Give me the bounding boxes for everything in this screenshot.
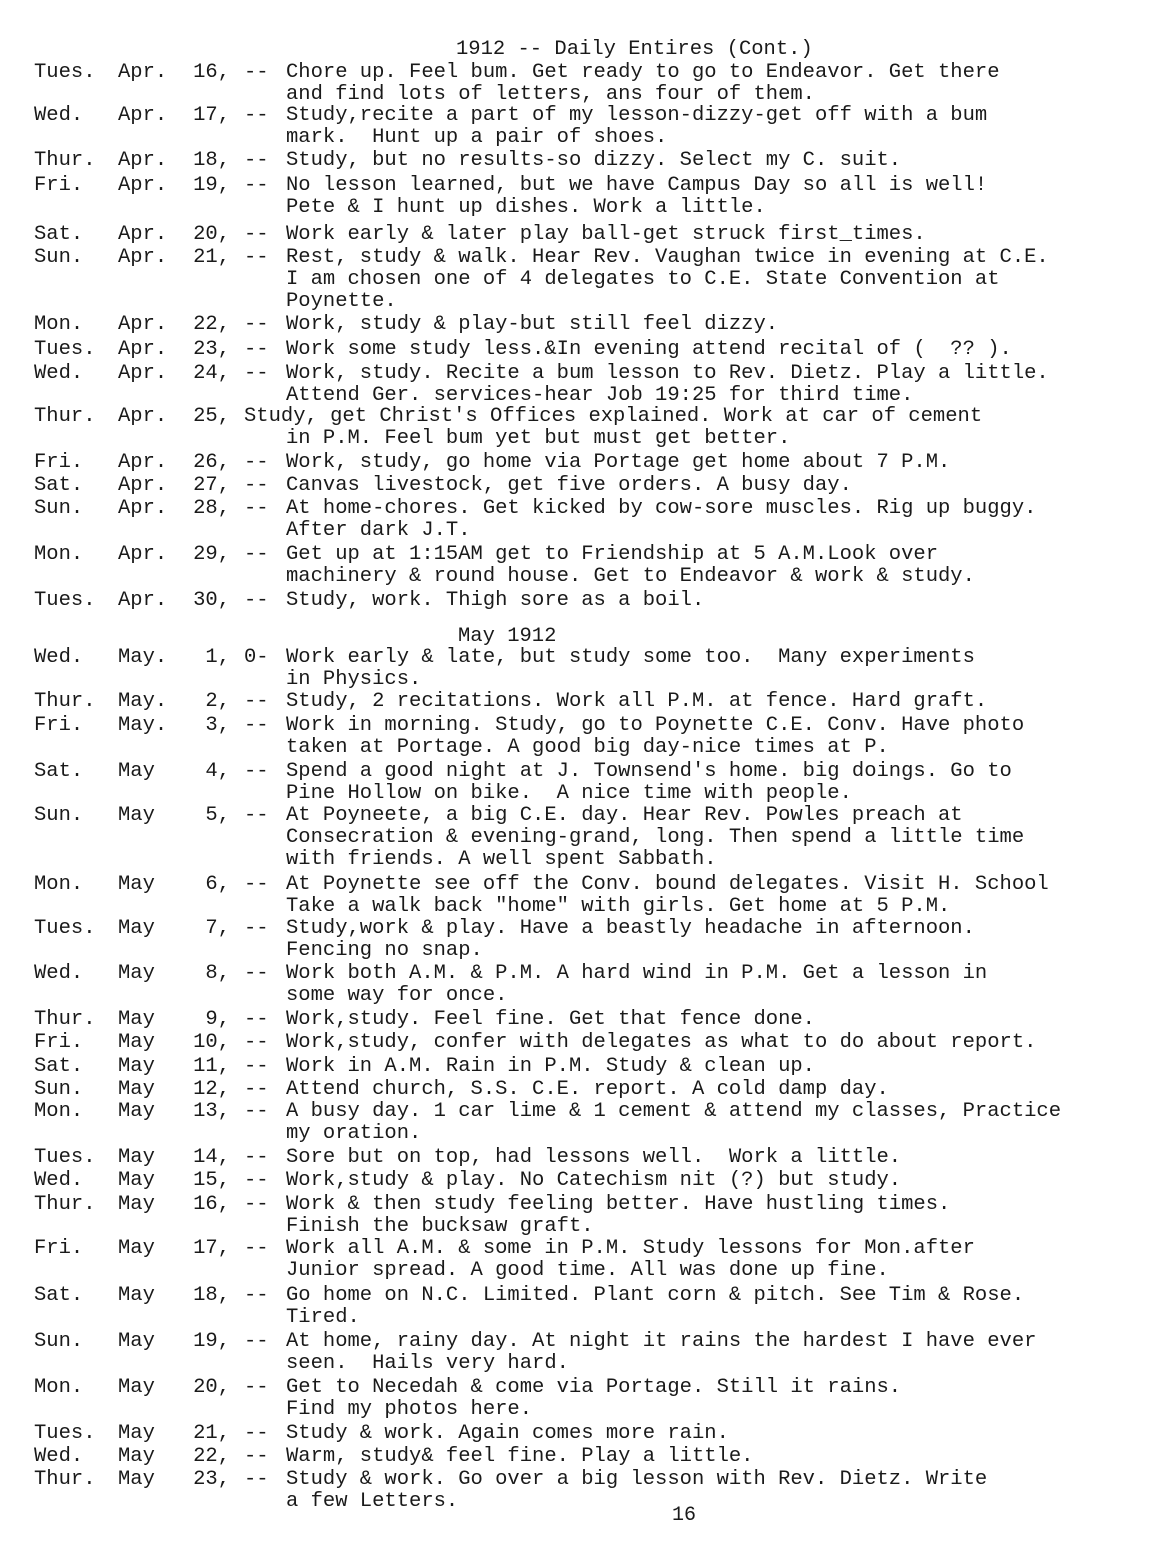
entry-separator: -- (244, 1193, 269, 1216)
entry-separator: -- (244, 1468, 269, 1491)
entry-weekday: Mon. (34, 1100, 84, 1123)
entry-separator: -- (244, 589, 269, 612)
entry-date: 23, (193, 338, 230, 361)
entry-date: 4, (205, 760, 230, 783)
entry-text-line: Tired. (286, 1306, 360, 1329)
entry-date: 29, (193, 543, 230, 566)
entry-date: 15, (193, 1169, 230, 1192)
entry-date: 13, (193, 1100, 230, 1123)
entry-month: Apr. (118, 313, 168, 336)
entry-text-line: Study & work. Go over a big lesson with Rev. Dietz. Write (286, 1468, 988, 1491)
entry-weekday: Thur. (34, 149, 96, 172)
entry-weekday: Wed. (34, 1169, 84, 1192)
entry-weekday: Thur. (34, 1468, 96, 1491)
entry-month: May (118, 1376, 155, 1399)
entry-text-line: Work in morning. Study, go to Poynette C.E. Conv. Have photo (286, 714, 1025, 737)
entry-text-line: Canvas livestock, get five orders. A busy day. (286, 474, 852, 497)
entry-text-line: Consecration & evening-grand, long. Then spend a little time (286, 826, 1025, 849)
entry-text-line: mark. Hunt up a pair of shoes. (286, 126, 668, 149)
entry-text-line: Study & work. Again comes more rain. (286, 1422, 729, 1445)
entry-date: 26, (193, 451, 230, 474)
entry-weekday: Fri. (34, 714, 84, 737)
entry-text-line: Work in A.M. Rain in P.M. Study & clean up. (286, 1055, 815, 1078)
entry-weekday: Thur. (34, 1193, 96, 1216)
entry-text-line: Attend church, S.S. C.E. report. A cold damp day. (286, 1078, 889, 1101)
entry-text-line: Study,recite a part of my lesson-dizzy-get off with a bum (286, 104, 988, 127)
entry-date: 18, (193, 149, 230, 172)
entry-text-line: After dark J.T. (286, 519, 471, 542)
entry-month: Apr. (118, 362, 168, 385)
entry-separator: -- (244, 1169, 269, 1192)
entry-separator: -- (244, 149, 269, 172)
entry-separator: -- (244, 1422, 269, 1445)
entry-text-line: Work early & late, but study some too. Many experiments (286, 646, 975, 669)
entry-weekday: Sun. (34, 1078, 84, 1101)
entry-month: May (118, 1169, 155, 1192)
entry-text-line: Junior spread. A good time. All was done up fine. (286, 1259, 889, 1282)
entry-month: Apr. (118, 589, 168, 612)
entry-weekday: Sat. (34, 1284, 84, 1307)
entry-month: May (118, 1055, 155, 1078)
entry-separator: -- (244, 313, 269, 336)
entry-text-line: Finish the bucksaw graft. (286, 1215, 594, 1238)
entry-separator: -- (244, 1100, 269, 1123)
entry-month: Apr. (118, 61, 168, 84)
entry-date: 20, (193, 1376, 230, 1399)
entry-text-line: A busy day. 1 car lime & 1 cement & attend my classes, Practice (286, 1100, 1062, 1123)
entry-text-line: with friends. A well spent Sabbath. (286, 848, 717, 871)
entry-date: 25, (193, 405, 230, 428)
entry-weekday: Tues. (34, 917, 96, 940)
entry-weekday: Wed. (34, 1445, 84, 1468)
entry-month: Apr. (118, 149, 168, 172)
entry-text-line: Pete & I hunt up dishes. Work a little. (286, 196, 766, 219)
entry-text-line: Get to Necedah & come via Portage. Still it rains. (286, 1376, 902, 1399)
entry-text-line: Find my photos here. (286, 1398, 533, 1421)
entry-date: 12, (193, 1078, 230, 1101)
entry-month: Apr. (118, 474, 168, 497)
entry-weekday: Wed. (34, 362, 84, 385)
page-title: 1912 -- Daily Entires (Cont.) (456, 38, 813, 61)
entry-text-line: Pine Hollow on bike. A nice time with people. (286, 782, 852, 805)
entry-weekday: Sun. (34, 246, 84, 269)
entry-text-line: Attend Ger. services-hear Job 19:25 for third time. (286, 384, 914, 407)
entry-month: Apr. (118, 223, 168, 246)
entry-date: 20, (193, 223, 230, 246)
entry-weekday: Tues. (34, 61, 96, 84)
entry-date: 11, (193, 1055, 230, 1078)
entry-text-line: Work, study & play-but still feel dizzy. (286, 313, 779, 336)
entry-text-line: seen. Hails very hard. (286, 1352, 569, 1375)
entry-weekday: Sat. (34, 223, 84, 246)
entry-separator: -- (244, 362, 269, 385)
entry-weekday: Thur. (34, 1008, 96, 1031)
entry-month: May (118, 1078, 155, 1101)
entry-month: Apr. (118, 104, 168, 127)
entry-weekday: Wed. (34, 962, 84, 985)
entry-text-line: Get up at 1:15AM get to Friendship at 5 A.M.Look over (286, 543, 939, 566)
entry-separator: -- (244, 543, 269, 566)
entry-date: 5, (205, 804, 230, 827)
entry-month: May. (118, 714, 168, 737)
entry-separator: -- (244, 1330, 269, 1353)
entry-weekday: Sun. (34, 497, 84, 520)
entry-month: May (118, 1284, 155, 1307)
entry-weekday: Tues. (34, 1146, 96, 1169)
entry-separator: -- (244, 497, 269, 520)
entry-text-line: Study,work & play. Have a beastly headache in afternoon. (286, 917, 975, 940)
entry-weekday: Fri. (34, 1031, 84, 1054)
entry-text-line: Spend a good night at J. Townsend's home. big doings. Go to (286, 760, 1012, 783)
entry-separator: -- (244, 1376, 269, 1399)
entry-month: Apr. (118, 451, 168, 474)
entry-month: May. (118, 646, 168, 669)
entry-month: May (118, 873, 155, 896)
entry-date: 9, (205, 1008, 230, 1031)
entry-month: Apr. (118, 174, 168, 197)
entry-date: 17, (193, 104, 230, 127)
entry-month: May. (118, 690, 168, 713)
entry-month: May (118, 760, 155, 783)
entry-date: 7, (205, 917, 230, 940)
entry-date: 3, (205, 714, 230, 737)
page-number: 16 (672, 1504, 697, 1527)
entry-text-line: Study, but no results-so dizzy. Select my C. suit. (286, 149, 902, 172)
entry-text-line: No lesson learned, but we have Campus Day so all is well! (286, 174, 988, 197)
entry-text-line: Work, study, go home via Portage get home about 7 P.M. (286, 451, 951, 474)
entry-separator: -- (244, 1445, 269, 1468)
entry-text-line: Work both A.M. & P.M. A hard wind in P.M. Get a lesson in (286, 962, 988, 985)
entry-separator: -- (244, 1146, 269, 1169)
entry-weekday: Fri. (34, 1237, 84, 1260)
entry-date: 21, (193, 1422, 230, 1445)
entry-month: Apr. (118, 405, 168, 428)
entry-separator: -- (244, 962, 269, 985)
entry-weekday: Tues. (34, 589, 96, 612)
entry-date: 27, (193, 474, 230, 497)
entry-date: 14, (193, 1146, 230, 1169)
entry-text-line: a few Letters. (286, 1490, 459, 1513)
entry-separator: -- (244, 451, 269, 474)
entry-weekday: Thur. (34, 690, 96, 713)
entry-month: May (118, 1031, 155, 1054)
entry-text-line: in Physics. (286, 668, 422, 691)
entry-date: 21, (193, 246, 230, 269)
entry-separator: -- (244, 1237, 269, 1260)
entry-separator: -- (244, 1031, 269, 1054)
entry-date: 17, (193, 1237, 230, 1260)
entry-weekday: Wed. (34, 104, 84, 127)
entry-text-line: and find lots of letters, ans four of them. (286, 83, 815, 106)
entry-month: May (118, 1330, 155, 1353)
entry-text-line: Work,study & play. No Catechism nit (?) but study. (286, 1169, 902, 1192)
entry-weekday: Sun. (34, 1330, 84, 1353)
entry-date: 23, (193, 1468, 230, 1491)
entry-text-line: my oration. (286, 1122, 422, 1145)
entry-date: 2, (205, 690, 230, 713)
entry-text-line: Work some study less.&In evening attend recital of ( ?? ). (286, 338, 1012, 361)
entry-text-line: Work,study, confer with delegates as what to do about report. (286, 1031, 1037, 1054)
entry-weekday: Mon. (34, 1376, 84, 1399)
entry-separator: -- (244, 714, 269, 737)
entry-text-line: Work early & later play ball-get struck first_times. (286, 223, 926, 246)
entry-text-line: Take a walk back "home" with girls. Get home at 5 P.M. (286, 895, 951, 918)
entry-text-line: machinery & round house. Get to Endeavor & work & study. (286, 565, 975, 588)
entry-separator: -- (244, 61, 269, 84)
entry-weekday: Tues. (34, 338, 96, 361)
entry-text-line: Work, study. Recite a bum lesson to Rev. Dietz. Play a little. (286, 362, 1049, 385)
entry-date: 22, (193, 1445, 230, 1468)
entry-separator: -- (244, 338, 269, 361)
entry-month: May (118, 804, 155, 827)
entry-text-line: Study, 2 recitations. Work all P.M. at fence. Hard graft. (286, 690, 988, 713)
entry-weekday: Mon. (34, 543, 84, 566)
entry-weekday: Thur. (34, 405, 96, 428)
entry-text-line: I am chosen one of 4 delegates to C.E. State Convention at (286, 268, 1000, 291)
entry-month: May (118, 1468, 155, 1491)
entry-month: Apr. (118, 543, 168, 566)
entry-separator: -- (244, 1055, 269, 1078)
entry-text-line: At home, rainy day. At night it rains the hardest I have ever (286, 1330, 1037, 1353)
entry-text-line: Warm, study& feel fine. Play a little. (286, 1445, 754, 1468)
entry-text-line: Work & then study feeling better. Have hustling times. (286, 1193, 951, 1216)
entry-separator: -- (244, 804, 269, 827)
entry-weekday: Mon. (34, 873, 84, 896)
entry-separator: -- (244, 873, 269, 896)
entry-weekday: Fri. (34, 451, 84, 474)
entry-separator: -- (244, 246, 269, 269)
entry-month: May (118, 1008, 155, 1031)
entry-separator: -- (244, 917, 269, 940)
entry-text-line: some way for once. (286, 984, 508, 1007)
entry-month: May (118, 1146, 155, 1169)
entry-separator: -- (244, 760, 269, 783)
entry-date: 30, (193, 589, 230, 612)
entry-text-line: At home-chores. Get kicked by cow-sore muscles. Rig up buggy. (286, 497, 1037, 520)
entry-month: May (118, 1422, 155, 1445)
entry-weekday: Sat. (34, 474, 84, 497)
entry-month: Apr. (118, 246, 168, 269)
entry-date: 19, (193, 174, 230, 197)
entry-date: 8, (205, 962, 230, 985)
entry-text-line: At Poyneete, a big C.E. day. Hear Rev. Powles preach at (286, 804, 963, 827)
entry-month: May (118, 962, 155, 985)
entry-month: Apr. (118, 497, 168, 520)
entry-month: May (118, 1193, 155, 1216)
entry-date: 24, (193, 362, 230, 385)
entry-separator: -- (244, 690, 269, 713)
entry-text-line: Chore up. Feel bum. Get ready to go to Endeavor. Get there (286, 61, 1000, 84)
entry-date: 19, (193, 1330, 230, 1353)
entry-text-line: Study, work. Thigh sore as a boil. (286, 589, 705, 612)
entry-date: 10, (193, 1031, 230, 1054)
entry-text-line: Go home on N.C. Limited. Plant corn & pitch. See Tim & Rose. (286, 1284, 1025, 1307)
may-heading: May 1912 (458, 625, 557, 648)
entry-date: 1, (205, 646, 230, 669)
entry-text-line: Sore but on top, had lessons well. Work a little. (286, 1146, 902, 1169)
entry-date: 16, (193, 1193, 230, 1216)
entry-text-line: At Poynette see off the Conv. bound delegates. Visit H. School (286, 873, 1049, 896)
entry-text-line: Fencing no snap. (286, 939, 483, 962)
entry-separator: -- (244, 474, 269, 497)
entry-weekday: Sun. (34, 804, 84, 827)
entry-separator: -- (244, 1078, 269, 1101)
entry-weekday: Wed. (34, 646, 84, 669)
entry-separator: -- (244, 174, 269, 197)
entry-text-line: Poynette. (286, 290, 397, 313)
entry-date: 22, (193, 313, 230, 336)
entry-text-line: Rest, study & walk. Hear Rev. Vaughan twice in evening at C.E. (286, 246, 1049, 269)
entry-month: May (118, 1445, 155, 1468)
entry-text-line: Work,study. Feel fine. Get that fence done. (286, 1008, 815, 1031)
entry-text-line: Work all A.M. & some in P.M. Study lessons for Mon.after (286, 1237, 975, 1260)
entry-separator: 0- (244, 646, 269, 669)
entry-month: Apr. (118, 338, 168, 361)
entry-separator: -- (244, 104, 269, 127)
entry-weekday: Mon. (34, 313, 84, 336)
entry-date: 16, (193, 61, 230, 84)
entry-text-line: Study, get Christ's Offices explained. Work at car of cement (244, 405, 983, 428)
entry-text-line: taken at Portage. A good big day-nice times at P. (286, 736, 889, 759)
entry-month: May (118, 1100, 155, 1123)
entry-separator: -- (244, 1284, 269, 1307)
entry-separator: -- (244, 223, 269, 246)
entry-month: May (118, 917, 155, 940)
entry-weekday: Sat. (34, 760, 84, 783)
entry-separator: -- (244, 1008, 269, 1031)
entry-text-line: in P.M. Feel bum yet but must get better. (286, 427, 791, 450)
entry-date: 6, (205, 873, 230, 896)
entry-weekday: Fri. (34, 174, 84, 197)
entry-weekday: Sat. (34, 1055, 84, 1078)
entry-date: 28, (193, 497, 230, 520)
entry-month: May (118, 1237, 155, 1260)
entry-weekday: Tues. (34, 1422, 96, 1445)
entry-date: 18, (193, 1284, 230, 1307)
